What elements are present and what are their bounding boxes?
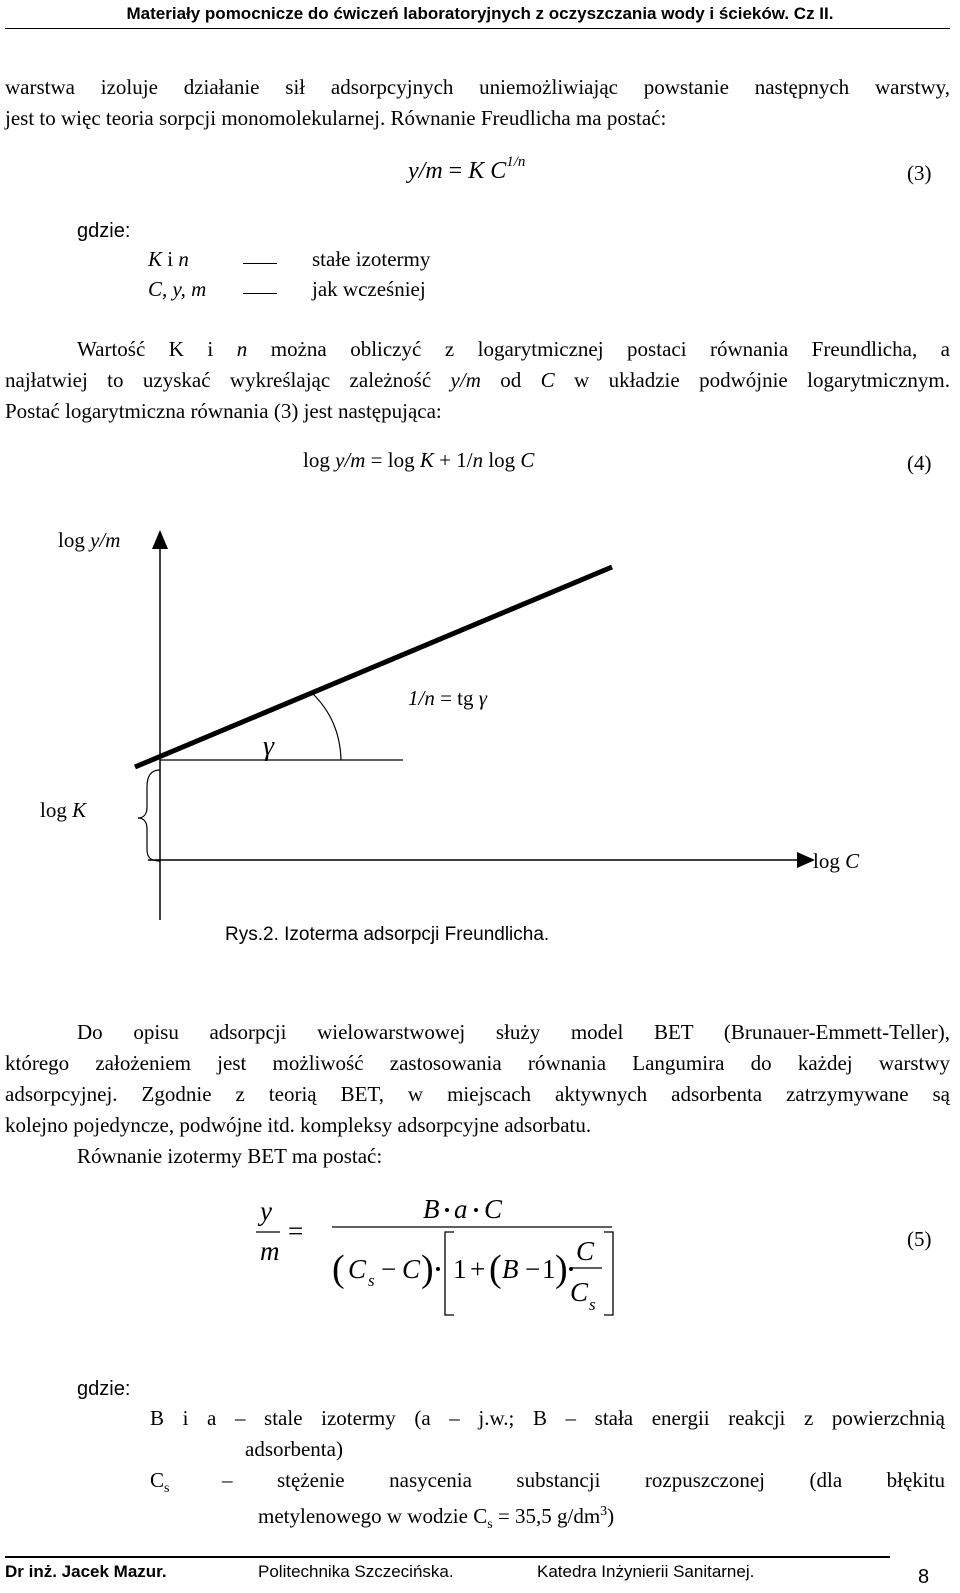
- page-header: Materiały pomocnicze do ćwiczeń laboratoryjnych z oczyszczania wody i ścieków. Cz II.: [126, 4, 834, 23]
- eq3-exponent: 1/n: [506, 154, 526, 170]
- svg-text:(: (: [332, 1248, 345, 1290]
- where1-row2-symbol: C, y, m: [148, 277, 207, 301]
- svg-text:y: y: [260, 1196, 272, 1226]
- equation-3-number: (3): [907, 161, 932, 185]
- svg-text:B: B: [502, 1254, 519, 1284]
- svg-text:C: C: [348, 1254, 367, 1284]
- equation-3: [408, 154, 526, 185]
- where2-row2-a: – stężenie nasycenia substancji rozpuszczonej (dla błękitu: [222, 1468, 945, 1492]
- para2-line-3: Postać logarytmiczna równania (3) jest następująca:: [5, 399, 442, 423]
- para2-line-1: Wartość K i n można obliczyć z logarytmicznej postaci równania Freundlicha, a: [77, 337, 951, 361]
- slope-label: 1/n = tg γ: [408, 686, 488, 710]
- footer-university: Politechnika Szczecińska.: [258, 1562, 454, 1581]
- where2-row2-b: metylenowego w wodzie $C_s = 35,5$ $g/dm^3$): [258, 1504, 615, 1533]
- where-label-1: gdzie:: [77, 220, 131, 242]
- equation-5-number: (5): [907, 1227, 932, 1251]
- para3-line-5: Równanie izotermy BET ma postać:: [77, 1144, 383, 1168]
- para2-line-2: najłatwiej to uzyskać wykreślając zależność y/m od C w układzie podwójnie logarytmicznym.: [5, 368, 950, 392]
- svg-text:(: (: [489, 1248, 502, 1290]
- svg-text:C: C: [402, 1254, 421, 1284]
- para3-line-1: Do opisu adsorpcji wielowarstwowej służy model BET (Brunauer-Emmett-Teller),: [77, 1020, 950, 1044]
- para3-line-4: kolejno pojedyncze, podwójne itd. kompleksy adsorpcyjne adsorbatu.: [5, 1113, 592, 1137]
- svg-text:a: a: [454, 1194, 468, 1224]
- svg-text:): ): [555, 1248, 568, 1290]
- svg-text:1: 1: [542, 1254, 556, 1284]
- svg-text:m: m: [260, 1236, 280, 1266]
- where2-row1-b: adsorbenta): [245, 1437, 343, 1461]
- equation-4: log y/m = log K + 1/n log C: [303, 448, 535, 472]
- angle-arc: [312, 693, 341, 760]
- eq3-equals: =: [442, 158, 469, 184]
- svg-text:C: C: [576, 1236, 595, 1266]
- gamma-symbol: γ: [263, 731, 275, 762]
- eq3-k: K: [468, 158, 485, 184]
- where1-row2-dash: [243, 293, 277, 294]
- page-number: 8: [918, 1566, 930, 1588]
- svg-text:−: −: [381, 1254, 397, 1284]
- isotherm-line: [135, 567, 612, 767]
- footer-rule: [5, 1556, 890, 1558]
- svg-text:−: −: [525, 1254, 541, 1284]
- svg-text:C: C: [570, 1277, 589, 1307]
- intro-line-1: warstwa izoluje działanie sił adsorpcyjnych uniemożliwiając powstanie następnych warstwy,: [5, 75, 950, 99]
- where2-row1-a: B i a – stale izotermy (a – j.w.; B – stała energii reakcji z powierzchnią: [150, 1406, 945, 1430]
- where2-row2-symbol: $C_s$: [150, 1468, 170, 1497]
- freundlich-isotherm-figure: [0, 515, 960, 935]
- svg-text:1: 1: [453, 1254, 467, 1284]
- svg-text:s: s: [589, 1295, 596, 1314]
- where1-row1-desc: stałe izotermy: [312, 247, 431, 271]
- header-rule: [5, 28, 950, 29]
- y-axis-arrowhead: [152, 530, 168, 549]
- intro-line-2: jest to więc teoria sorpcji monomolekularnej. Równanie Freudlicha ma postać:: [5, 106, 667, 130]
- svg-text:s: s: [368, 1271, 375, 1290]
- svg-text:C: C: [484, 1194, 503, 1224]
- x-axis-label: log C: [813, 849, 860, 873]
- equation-4-number: (4): [907, 451, 932, 475]
- svg-text:): ): [421, 1248, 434, 1290]
- where1-row2-desc: jak wcześniej: [312, 277, 426, 301]
- svg-text:B: B: [423, 1194, 440, 1224]
- figure-caption: Rys.2. Izoterma adsorpcji Freundlicha.: [225, 924, 550, 945]
- y-axis-label: log y/m: [58, 528, 121, 552]
- eq3-lhs: y/m: [408, 158, 443, 184]
- equation-5: [240, 1188, 640, 1333]
- para3-line-2: którego założeniem jest możliwość zastosowania równania Langumira do każdej warstwy: [5, 1051, 950, 1075]
- where1-row1-dash: [243, 263, 277, 264]
- log-k-label: log K: [40, 798, 87, 822]
- svg-text:=: =: [288, 1216, 304, 1246]
- where-label-2: gdzie:: [77, 1378, 131, 1400]
- eq3-c: C: [490, 158, 507, 184]
- footer-department: Katedra Inżynierii Sanitarnej.: [537, 1562, 755, 1581]
- para3-line-3: adsorpcyjnej. Zgodnie z teorią BET, w miejscach aktywnych adsorbenta zatrzymywane są: [5, 1082, 950, 1106]
- log-k-brace: [138, 770, 160, 861]
- footer-author: Dr inż. Jacek Mazur.: [5, 1562, 167, 1581]
- svg-text:+: +: [470, 1254, 486, 1284]
- where1-row1-symbol: K i n: [148, 247, 189, 271]
